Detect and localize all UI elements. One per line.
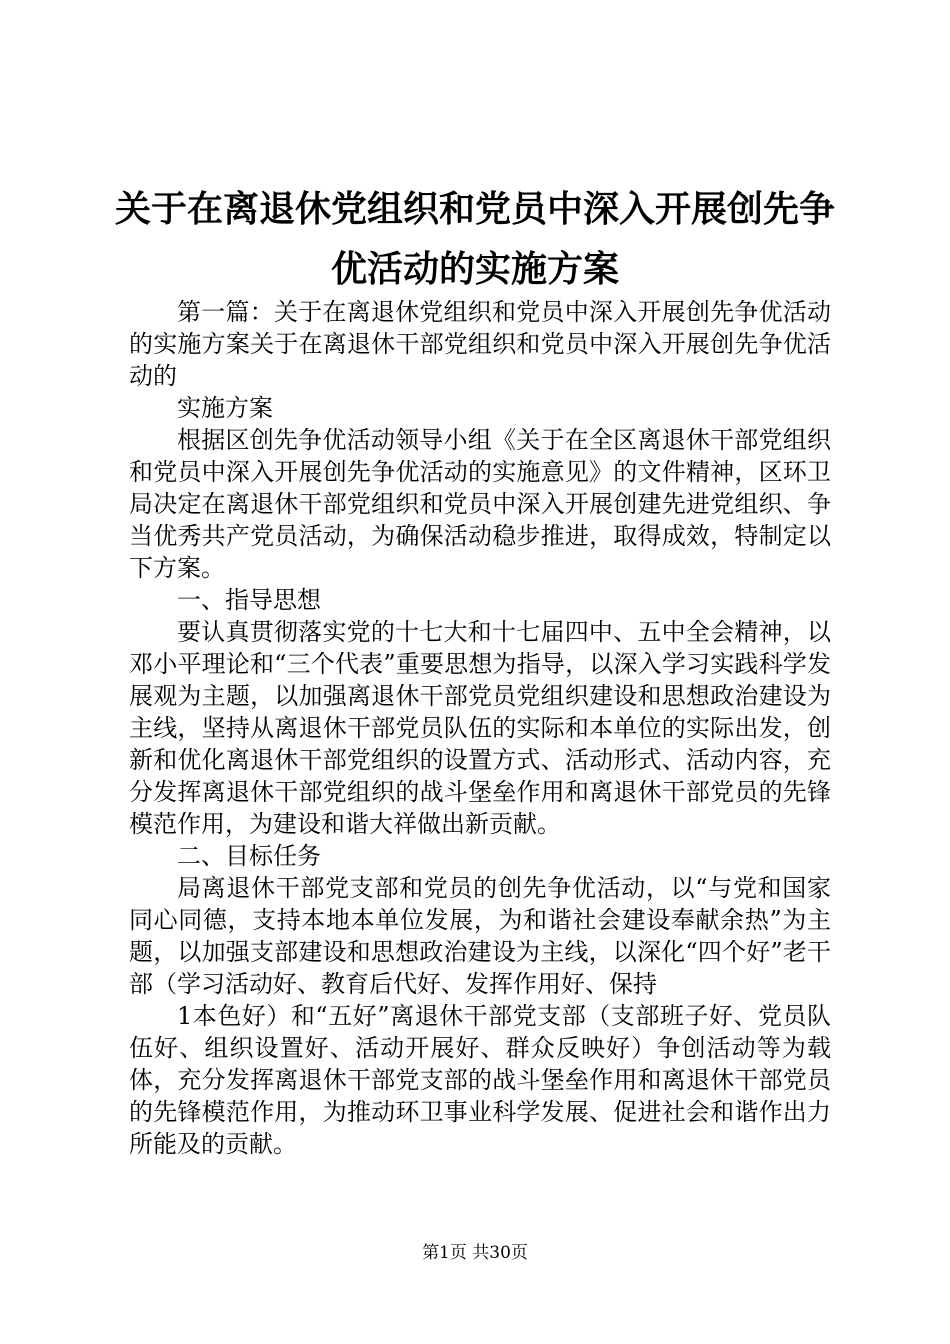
document-title-line-1: 关于在离退休党组织和党员中深入开展创先争: [114, 189, 835, 230]
paragraph-intro: 第一篇：关于在离退休党组织和党员中深入开展创先争优活动的实施方案关于在离退休干部党组织和党员中深入开展创先争优活动的: [129, 298, 831, 390]
section-heading-guiding-thought: 一、指导思想: [177, 586, 321, 614]
paragraph-goals: 局离退休干部党支部和党员的创先争优活动，以“与党和国家同心同德，支持本地本单位发展，为和谐社会建设奉献余热”为主题，以加强支部建设和思想政治建设为主线，以深化“四个好”老干部（学习活动好、教育后代好、发挥作用好、保持: [129, 874, 831, 998]
document-title-line-2: 优活动的实施方案: [330, 249, 619, 290]
paragraph-subtitle: 实施方案: [177, 394, 273, 422]
paragraph-goals-continued: 1本色好）和“五好”离退休干部党支部（支部班子好、党员队伍好、组织设置好、活动开展好、群众反映好）争创活动等为载体，充分发挥离退休干部党支部的战斗堡垒作用和离退休干部党员的先锋模范作用，为推动环卫事业科学发展、促进社会和谐作出力所能及的贡献。: [129, 1002, 831, 1158]
page-footer: 第1页 共30页: [422, 1243, 528, 1263]
section-heading-goals: 二、目标任务: [177, 842, 321, 870]
paragraph-basis: 根据区创先争优活动领导小组《关于在全区离退休干部党组织和党员中深入开展创先争优活动的实施意见》的文件精神，区环卫局决定在离退休干部党组织和党员中深入开展创建先进党组织、争当优秀共产党员活动，为确保活动稳步推进，取得成效，特制定以下方案。: [129, 426, 831, 582]
paragraph-guiding-thought: 要认真贯彻落实党的十七大和十七届四中、五中全会精神，以邓小平理论和“三个代表”重要思想为指导，以深入学习实践科学发展观为主题，以加强离退休干部党员党组织建设和思想政治建设为主线，坚持从离退休干部党员队伍的实际和本单位的实际出发，创新和优化离退休干部党组织的设置方式、活动形式、活动内容，充分发挥离退休干部党组织的战斗堡垒作用和离退休干部党员的先锋模范作用，为建设和谐大祥做出新贡献。: [129, 618, 831, 838]
document-body: [129, 296, 831, 1160]
